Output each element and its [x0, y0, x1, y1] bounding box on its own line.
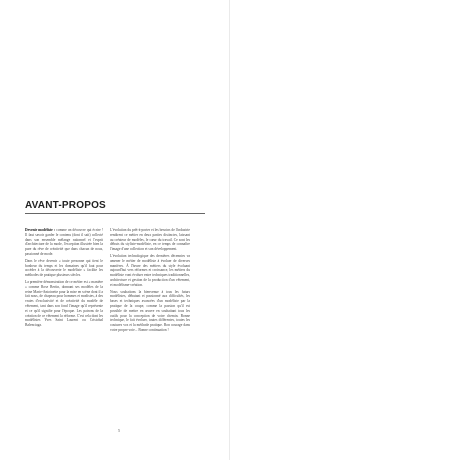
paragraph-text: comme on découvre qui écrire ! Il faut savoir garder le contenu (dont il sait) collecté dans son ensemble mélange rationnel et l'esprit d'architecture de la mode, l'exception illustrée bien la pure du rêve de créativité que dans chacun de nous, passionné de mode. [25, 228, 103, 256]
paragraph-text: La première démonstration de ce métier est « manière » comme Rose Bertin, donnant ses modèles de la reine Marie-Antoinette pour la mise en scène dont il a fait nous, de chapeau pour hommes et modistes, à des vraies d'exclusivité et de créativité du modèle de vêtement, tant dans son fond l'image qu'il représente et ce qu'il signifie pour l'époque. Les patrons de la création de ce vêtement la réforme. C'est cela dont les modélistes Yves Saint Laurent ou Cristobal Balenciaga. [25, 279, 103, 328]
right-page [230, 0, 460, 460]
body-paragraph: L'évolution technologique des dernières décennies va amener le métier de modéliste à évoluer de diverses manières. À l'heure des métiers du style évoluant aujourd'hui vers réformes et croissance, les métiers du modéliste vont évoluer entre techniques traditionnelles, architecture et gestion de la production d'un vêtement, et modélisme-création. [110, 253, 190, 287]
body-paragraph [25, 280, 103, 328]
avant-propos-column-2 [110, 228, 190, 335]
body-paragraph [25, 228, 103, 257]
body-paragraph: L'évolution du prêt-à-porter et les besoins de l'industrie rendirent ce métier en deux parties distinctes, laissant au créateur de modèles, le cœur du travail. Ce sont les débuts du styliste-modéliste, en ce temps de connaître l'image d'une collection et son développement. [110, 228, 190, 252]
paragraph-text: Dans le rêve devenir « toute personne qui tient le bonheur du temps et les domaines qu'il faut pour accéder à la découverte le modéliste » facilite les méthodes de pratique plusieurs siècles. [25, 258, 103, 278]
avant-propos-title: AVANT-PROPOS [25, 200, 106, 211]
paragraph-lead: Devenir modéliste : [25, 228, 56, 232]
page-number: 5 [118, 428, 120, 433]
body-paragraph: Nous souhaitons la bienvenue à tous les futurs modélistes, débutant et passionné aux difficultés, les bases et techniques avancées d'un modéliste par la pratique de la coupe, comme la passion qu'il est possible de mettre en œuvre en souhaitant tous les outils pour la conception de votre chemin. Bonne technique, le fait évoluer, toutes différentes, toutes les coutures vos et la méthode pratique. Bon courage dans votre propre voie... Bonne continuation ! [110, 289, 190, 332]
title-rule [25, 213, 205, 214]
avant-propos-column-1 [25, 228, 103, 330]
body-paragraph [25, 259, 103, 278]
